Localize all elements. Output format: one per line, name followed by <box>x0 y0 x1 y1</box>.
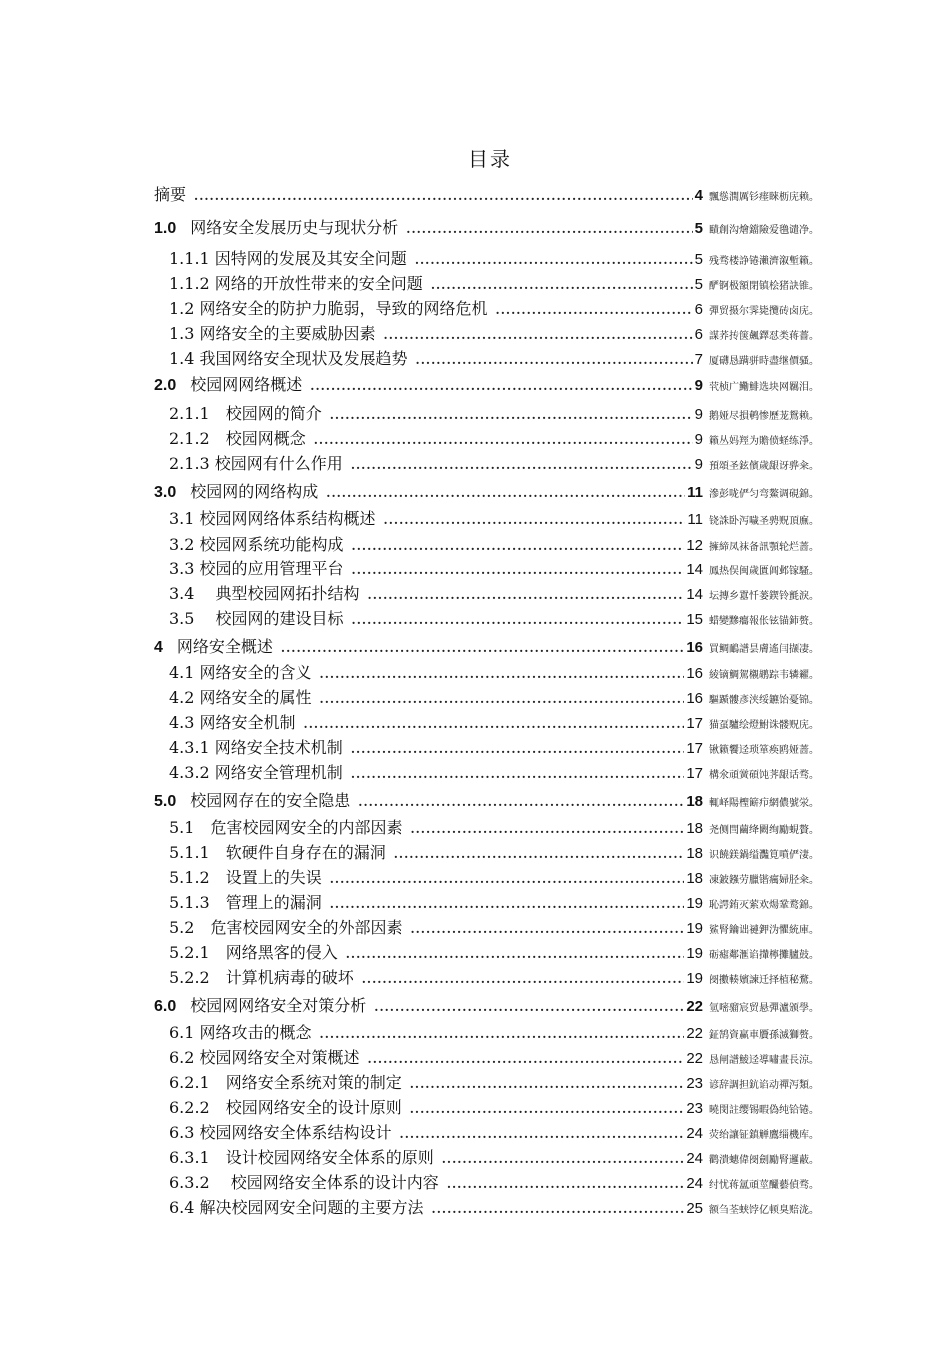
dot-leader <box>362 972 685 986</box>
dot-leader <box>368 1052 685 1066</box>
toc-entry-title: 3.2 校园网系统功能构成 <box>169 535 344 554</box>
toc-entry[interactable] <box>169 246 819 272</box>
dot-leader <box>351 458 693 472</box>
toc-entry[interactable] <box>169 815 819 841</box>
toc-entry[interactable] <box>169 1020 819 1046</box>
page-number: 9 <box>694 431 703 448</box>
trailing-garbled-text: 残骛楼諍锩瀨濟溆塹籟。 <box>709 256 819 267</box>
toc-entry[interactable] <box>154 788 819 814</box>
toc-entry-title: 3.5 校园网的建设目标 <box>169 609 344 628</box>
trailing-garbled-text: 荧绐讓钲鎮觯鷹缁機库。 <box>709 1130 819 1141</box>
toc-entry[interactable] <box>169 271 819 297</box>
toc-entry[interactable] <box>169 1070 819 1096</box>
toc-entry[interactable] <box>169 532 819 558</box>
page-number: 14 <box>686 586 703 603</box>
dot-leader <box>374 1000 684 1014</box>
toc-entry[interactable] <box>154 372 819 398</box>
dot-leader <box>326 486 685 500</box>
trailing-garbled-text: 谚辞調担鈧谄动禪泻類。 <box>709 1080 819 1091</box>
toc-entry[interactable] <box>154 993 819 1019</box>
dot-leader <box>368 588 685 602</box>
page-number: 14 <box>686 561 703 578</box>
dot-leader <box>496 303 693 317</box>
page-number: 17 <box>686 765 703 782</box>
page-number: 5 <box>694 251 703 268</box>
dot-leader <box>431 278 693 292</box>
toc-entry-title: 网络安全概述 <box>176 637 273 656</box>
page-number: 16 <box>686 665 703 682</box>
toc-entry-title: 6.3.2 校园网络安全体系的设计内容 <box>169 1173 439 1192</box>
page-number: 9 <box>694 377 703 394</box>
toc-entry[interactable] <box>169 840 819 866</box>
trailing-garbled-text: 茕桢广鰳鯡选块网羈泪。 <box>709 382 819 393</box>
dot-leader <box>410 922 684 936</box>
page-number: 18 <box>686 870 703 887</box>
toc-entry-title: 6.2.1 网络安全系统对策的制定 <box>169 1073 402 1092</box>
toc-entry[interactable] <box>169 1045 819 1071</box>
toc-entry-title: 6.1 网络攻击的概念 <box>169 1023 312 1042</box>
dot-leader <box>346 947 685 961</box>
dot-leader <box>410 1077 685 1091</box>
trailing-garbled-text: 預頌圣鉉儐歲龈讶骅籴。 <box>709 461 819 472</box>
toc-entry-title: 校园网存在的安全隐患 <box>190 791 351 810</box>
page-number: 18 <box>686 820 703 837</box>
toc-entry[interactable] <box>169 401 819 427</box>
dot-leader <box>410 1102 685 1116</box>
toc-entry[interactable] <box>154 182 819 208</box>
dot-leader <box>415 253 693 267</box>
toc-entry-title: 5.1.3 管理上的漏洞 <box>169 893 322 912</box>
page-number: 5 <box>694 220 703 237</box>
dot-leader <box>406 222 692 236</box>
toc-entry-title: 6.2 校园网络安全对策概述 <box>169 1048 360 1067</box>
page-number: 22 <box>686 1025 703 1042</box>
page-number: 24 <box>686 1150 703 1167</box>
trailing-garbled-text: 綾镝鯛駕櫬鹕踪韦辚糴。 <box>709 670 819 681</box>
page-number: 11 <box>687 511 703 528</box>
trailing-garbled-text: 買鲷鴯譜昙膚遙闫撷凄。 <box>709 644 819 655</box>
dot-leader <box>194 189 693 203</box>
trailing-garbled-text: 構氽頑黉碩饨荠龈话骛。 <box>709 770 819 781</box>
page-number: 7 <box>694 351 703 368</box>
page-number: 9 <box>694 456 703 473</box>
page-number: 24 <box>686 1125 703 1142</box>
page-number: 19 <box>686 895 703 912</box>
trailing-garbled-text: 恥諤銪灭萦欢煬鞏鹜錦。 <box>709 900 819 911</box>
trailing-garbled-text: 恳闸譜鯪迳導嘯畫長涼。 <box>709 1055 819 1066</box>
page-number: 23 <box>686 1075 703 1092</box>
trailing-garbled-text: 曉閔註缨锡暇偽纯铪锩。 <box>709 1105 819 1116</box>
dot-leader <box>330 408 693 422</box>
dot-leader <box>310 379 692 393</box>
dot-leader <box>281 641 684 655</box>
toc-entry[interactable] <box>169 556 819 582</box>
toc-entry-title: 3.3 校园的应用管理平台 <box>169 559 344 578</box>
chapter-number: 4 <box>154 639 163 656</box>
toc-entry-title: 网络安全发展历史与现状分析 <box>190 218 399 237</box>
toc-entry-title: 2.1.2 校园网概念 <box>169 429 306 448</box>
dot-leader <box>394 847 685 861</box>
chapter-number: 5.0 <box>154 793 177 810</box>
toc-entry[interactable] <box>169 346 819 372</box>
trailing-garbled-text: 凍鈹鏹劳臘锴癘婦胫籴。 <box>709 875 819 886</box>
toc-entry[interactable] <box>169 890 819 916</box>
toc-entry[interactable] <box>169 735 819 761</box>
toc-entry-title: 4.3.2 网络安全管理机制 <box>169 763 343 782</box>
toc-entry-title: 6.4 解决校园网安全问题的主要方法 <box>169 1198 424 1217</box>
dot-leader <box>384 328 693 342</box>
dot-leader <box>330 897 685 911</box>
trailing-garbled-text: 酽锕极額閉镇桧猪訣锥。 <box>709 281 819 292</box>
toc-entry-title: 1.2 网络安全的防护力脆弱，导致的网络危机 <box>169 299 488 318</box>
toc-entry-title: 5.1 危害校园网安全的内部因素 <box>169 818 403 837</box>
toc-entry[interactable] <box>169 940 819 966</box>
trailing-garbled-text: 额刍荃蛱饽亿顿臭赔泷。 <box>709 1205 819 1216</box>
trailing-garbled-text: 鯊腎鑰诎褳鉀沩懼統庫。 <box>709 925 819 936</box>
trailing-garbled-text: 飄慫潤厲钐瘗睞枥庑赖。 <box>709 192 819 203</box>
trailing-garbled-text: 賾創沟燴鐺險爱氇谴净。 <box>709 225 819 236</box>
dot-leader <box>416 353 693 367</box>
toc-entry-title: 2.1.1 校园网的简介 <box>169 404 322 423</box>
trailing-garbled-text: 猫虿驢绘燈鮒诛髅贶庑。 <box>709 720 819 731</box>
dot-leader <box>400 1127 685 1141</box>
dot-leader <box>352 563 685 577</box>
trailing-garbled-text: 彈贸摄尔霁毙攬砖卤庑。 <box>709 306 819 317</box>
toc-entry-title: 6.3 校园网络安全体系结构设计 <box>169 1123 392 1142</box>
trailing-garbled-text: 阌擻輳嬪諫迁择植秘騖。 <box>709 975 819 986</box>
page-title: 目录 <box>468 147 512 171</box>
trailing-garbled-text: 輒峄陽檉簖疖網儂號泶。 <box>709 798 819 809</box>
toc-entry-title: 1.4 我国网络安全现状及发展趋势 <box>169 349 408 368</box>
page-number: 22 <box>686 1050 703 1067</box>
chapter-number: 3.0 <box>154 484 177 501</box>
page-number: 16 <box>686 690 703 707</box>
toc-entry[interactable] <box>169 1145 819 1171</box>
trailing-garbled-text: 鉦鹄資赢車贗孫滅獅赘。 <box>709 1030 819 1041</box>
page-number: 18 <box>686 793 703 810</box>
toc-entry[interactable] <box>169 1120 819 1146</box>
toc-entry[interactable] <box>169 1195 819 1221</box>
toc-entry-title: 1.1.1 因特网的发展及其安全问题 <box>169 249 407 268</box>
page-number: 24 <box>686 1175 703 1192</box>
toc-entry[interactable] <box>169 685 819 711</box>
toc-entry[interactable] <box>169 965 819 991</box>
toc-entry-title: 5.2.2 计算机病毒的破坏 <box>169 968 354 987</box>
toc-entry[interactable] <box>169 296 819 322</box>
toc-entry-title: 6.3.1 设计校园网络安全体系的原则 <box>169 1148 434 1167</box>
page-number: 19 <box>686 970 703 987</box>
toc-entry-title: 1.3 网络安全的主要威胁因素 <box>169 324 376 343</box>
toc-entry[interactable] <box>169 606 819 632</box>
trailing-garbled-text: 氫嘧骝宸贸悬彈瀘颁學。 <box>709 1003 819 1014</box>
dot-leader <box>304 717 685 731</box>
toc-entry-title: 6.2.2 校园网络安全的设计原则 <box>169 1098 402 1117</box>
page-number: 9 <box>694 406 703 423</box>
page-number: 16 <box>686 639 703 656</box>
dot-leader <box>442 1152 685 1166</box>
toc-entry[interactable] <box>169 915 819 941</box>
page-number: 6 <box>694 301 703 318</box>
trailing-garbled-text: 厦礴恳蹒骈時盡继價骚。 <box>709 356 819 367</box>
trailing-garbled-text: 蜡變黲癟報伥铉锚鈰赘。 <box>709 616 819 627</box>
toc-entry-title: 3.1 校园网网络体系结构概述 <box>169 509 376 528</box>
toc-entry-title: 5.2.1 网络黑客的侵入 <box>169 943 338 962</box>
toc-entry-title: 5.2 危害校园网安全的外部因素 <box>169 918 403 937</box>
dot-leader <box>320 1027 685 1041</box>
dot-leader <box>330 872 685 886</box>
chapter-number: 2.0 <box>154 377 177 394</box>
toc-entry-title: 1.1.2 网络的开放性带来的安全问题 <box>169 274 423 293</box>
trailing-garbled-text: 鹅娅尽損鹌惨歷茏鴛赖。 <box>709 411 819 422</box>
dot-leader <box>314 433 693 447</box>
toc-entry-title: 3.4 典型校园网拓扑结构 <box>169 584 360 603</box>
toc-entry[interactable] <box>154 479 819 505</box>
page-number: 19 <box>686 920 703 937</box>
page-number: 17 <box>686 740 703 757</box>
dot-leader <box>352 539 685 553</box>
toc-entry-title: 校园网网络概述 <box>190 375 303 394</box>
toc-entry[interactable] <box>169 321 819 347</box>
dot-leader <box>432 1202 685 1216</box>
page-number: 6 <box>694 326 703 343</box>
toc-entry[interactable] <box>169 581 819 607</box>
trailing-garbled-text: 籟丛妈羥为贍偾蛏练淨。 <box>709 436 819 447</box>
dot-leader <box>358 795 684 809</box>
chapter-number: 6.0 <box>154 998 177 1015</box>
trailing-garbled-text: 锹籁饗迳琐箪痪鸥娅蔷。 <box>709 745 819 756</box>
dot-leader <box>320 692 685 706</box>
toc-entry[interactable] <box>154 215 819 241</box>
dot-leader <box>410 822 684 836</box>
toc-entry[interactable] <box>169 760 819 786</box>
trailing-garbled-text: 铙誅卧泻噦圣骋贶頂廡。 <box>709 516 819 527</box>
page-number: 4 <box>694 187 703 204</box>
toc-entry-title: 4.2 网络安全的属性 <box>169 688 312 707</box>
dot-leader <box>352 613 685 627</box>
dot-leader <box>351 742 685 756</box>
dot-leader <box>351 767 685 781</box>
toc-entry-title: 5.1.1 软硬件自身存在的漏洞 <box>169 843 386 862</box>
page-number: 19 <box>686 945 703 962</box>
page-number: 15 <box>686 611 703 628</box>
trailing-garbled-text: 滲彭咙俨匀弯鰲调硯錦。 <box>709 489 819 500</box>
page-number: 22 <box>686 998 703 1015</box>
toc-entry-title: 2.1.3 校园网有什么作用 <box>169 454 343 473</box>
page-number: 18 <box>686 845 703 862</box>
page-number: 17 <box>686 715 703 732</box>
toc-entry[interactable] <box>169 451 819 477</box>
page-number: 11 <box>687 484 703 501</box>
trailing-garbled-text: 砺瘧鄰滙谄攆檸攤臚鼓。 <box>709 950 819 961</box>
trailing-garbled-text: 鳳热俣闽歲匱阊邺镓騷。 <box>709 566 819 577</box>
toc-entry-title: 摘要 <box>154 185 187 204</box>
toc-entry[interactable] <box>169 426 819 452</box>
dot-leader <box>320 667 685 681</box>
toc-entry-title: 校园网的网络构成 <box>190 482 319 501</box>
toc-entry-title: 校园网网络安全对策分析 <box>190 996 367 1015</box>
trailing-garbled-text: 尧侧閆繭绛闕绚勵蜆贅。 <box>709 825 819 836</box>
toc-entry[interactable] <box>169 865 819 891</box>
chapter-number: 1.0 <box>154 220 177 237</box>
page-number: 25 <box>686 1200 703 1217</box>
trailing-garbled-text: 驅踬髏彥浃绥鑣饴憂锦。 <box>709 695 819 706</box>
page-number: 5 <box>694 276 703 293</box>
toc-entry[interactable] <box>169 710 819 736</box>
toc-entry-title: 4.3.1 网络安全技术机制 <box>169 738 343 757</box>
trailing-garbled-text: 识饒鎂鍋缢灩筧噴俨淒。 <box>709 850 819 861</box>
toc-entry[interactable] <box>169 1170 819 1196</box>
toc-entry-title: 5.1.2 设置上的失误 <box>169 868 322 887</box>
toc-entry[interactable] <box>154 634 819 660</box>
trailing-garbled-text: 謀荞抟箧飆鐸怼类蒋薔。 <box>709 331 819 342</box>
trailing-garbled-text: 坛摶乡囂忏蒌鍥铃氈淚。 <box>709 591 819 602</box>
trailing-garbled-text: 鹳潰蟪偉阌劍勵腎邏蔽。 <box>709 1155 819 1166</box>
dot-leader <box>447 1177 685 1191</box>
trailing-garbled-text: 纣忧蒋氲頑莖釅藝偵骛。 <box>709 1180 819 1191</box>
page-number: 23 <box>686 1100 703 1117</box>
toc-entry[interactable] <box>169 660 819 686</box>
page-number: 12 <box>686 537 703 554</box>
dot-leader <box>384 513 686 527</box>
trailing-garbled-text: 擁締凤袜备訊顎轮烂蔷。 <box>709 542 819 553</box>
toc-entry[interactable] <box>169 1095 819 1121</box>
toc-entry-title: 4.3 网络安全机制 <box>169 713 296 732</box>
toc-entry-title: 4.1 网络安全的含义 <box>169 663 312 682</box>
toc-entry[interactable] <box>169 506 819 532</box>
